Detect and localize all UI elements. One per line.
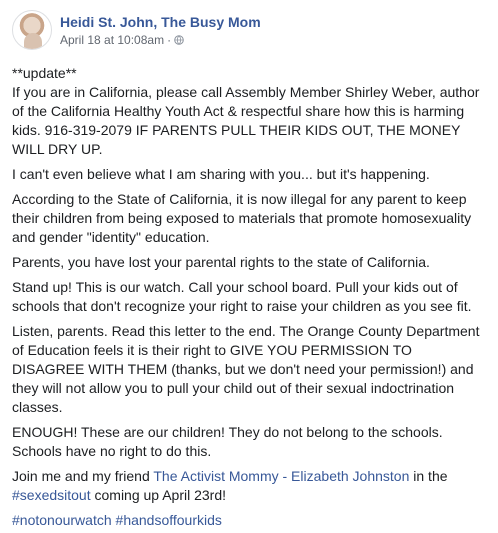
paragraph-update	[12, 64, 486, 159]
post-body	[12, 64, 486, 530]
paragraph-6: Listen, parents. Read this letter to the end. The Orange County Department of Education feels it is their right to GIVE YOU PERMISSION TO DISAGREE WITH THEM (thanks, but we don't need your permission!) and they will not allow you to pull your child out of their sexual indoctrination classes.	[12, 323, 480, 415]
paragraph-5: Stand up! This is our watch. Call your school board. Pull your kids out of schools that don't recognize your right to raise your children as you see fit.	[12, 279, 472, 314]
post-meta	[60, 10, 261, 48]
hashtag-handsoffourkids-link[interactable]: #handsoffourkids	[115, 512, 222, 528]
activist-mommy-page-link[interactable]: The Activist Mommy - Elizabeth Johnston	[153, 468, 410, 484]
paragraph-4: Parents, you have lost your parental rights to the state of California.	[12, 254, 430, 270]
meta-separator: ·	[167, 33, 172, 47]
post-timestamp[interactable]: April 18 at 10:08am	[60, 33, 165, 47]
globe-icon[interactable]	[174, 35, 184, 45]
p8-text-2: in the	[409, 468, 448, 484]
paragraph-hashtags	[12, 511, 486, 530]
paragraph-7: ENOUGH! These are our children! They do not belong to the schools. Schools have no right to do this.	[12, 424, 443, 459]
post-timestamp-row	[60, 32, 261, 48]
paragraph-8	[12, 467, 486, 505]
hashtag-notonourwatch-link[interactable]: #notonourwatch	[12, 512, 112, 528]
paragraph-3: According to the State of California, it is now illegal for any parent to keep their children from being exposed to materials that promote homosexuality and gender "identity" education.	[12, 191, 472, 245]
p8-text-1: Join me and my friend	[12, 468, 154, 484]
hashtag-sexedsitout-link[interactable]: #sexedsitout	[12, 487, 91, 503]
post-header	[12, 10, 486, 58]
update-text: If you are in California, please call Assembly Member Shirley Weber, author of the California Healthy Youth Act & respectful share how this is harming kids. 916-319-2079 IF PARENTS PULL THEIR KIDS OUT, THE MONEY WILL DRY UP.	[12, 84, 480, 157]
author-name-link[interactable]: Heidi St. John, The Busy Mom	[60, 14, 261, 30]
paragraph-2: I can't even believe what I am sharing with you... but it's happening.	[12, 166, 430, 182]
author-avatar[interactable]	[12, 10, 52, 50]
p8-text-3: coming up April 23rd!	[90, 487, 227, 503]
update-marker: **update**	[12, 65, 77, 81]
